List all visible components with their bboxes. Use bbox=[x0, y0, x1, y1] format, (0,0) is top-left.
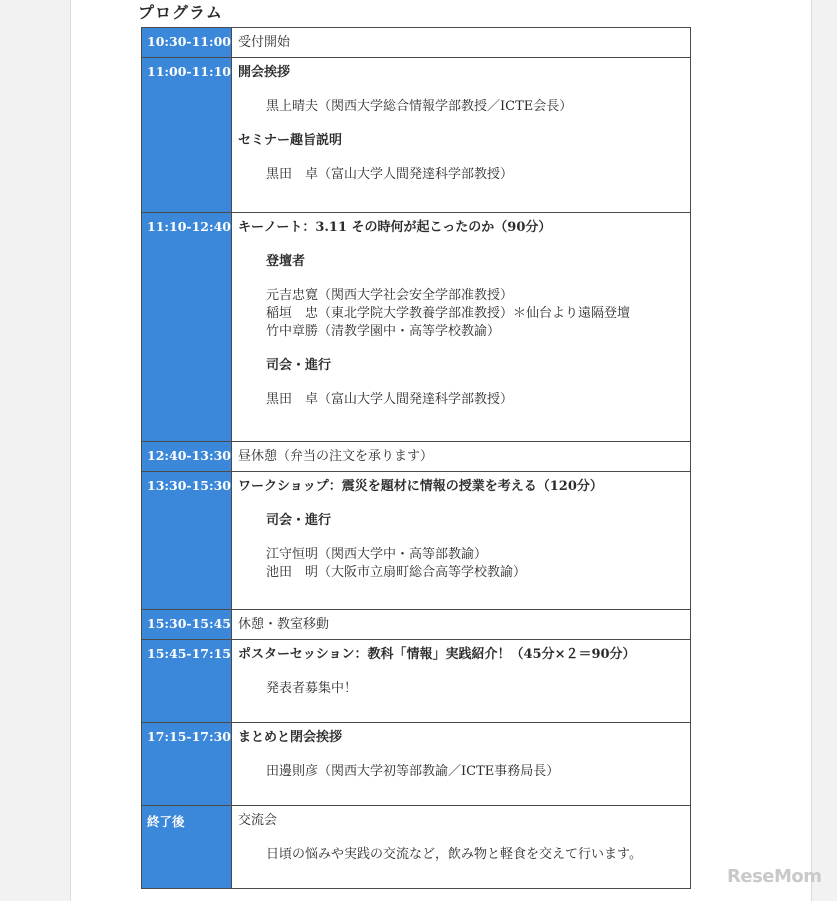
time-cell: 17:15-17:30 bbox=[142, 723, 232, 806]
content-cell bbox=[232, 58, 691, 213]
content-cell bbox=[232, 213, 691, 442]
program-table bbox=[141, 27, 691, 889]
person-text: 池田 明（大阪市立扇町総合高等学校教諭） bbox=[266, 565, 527, 580]
time-cell: 15:30-15:45 bbox=[142, 610, 232, 640]
sub-heading: 司会・進行 bbox=[266, 513, 332, 528]
document-page bbox=[70, 0, 812, 901]
time-cell: 11:10-12:40 bbox=[142, 213, 232, 442]
resemom-logo: ReseMom bbox=[727, 866, 822, 887]
content-cell bbox=[232, 806, 691, 889]
person-text: 黒田 卓（富山大学人間発達科学部教授） bbox=[266, 392, 514, 407]
content-cell bbox=[232, 442, 691, 472]
table-row bbox=[142, 723, 691, 806]
item-heading: セミナー趣旨説明 bbox=[238, 133, 343, 148]
note-text: 発表者募集中！ bbox=[266, 681, 358, 696]
content-cell bbox=[232, 610, 691, 640]
table-row bbox=[142, 640, 691, 723]
person-text: 黒上晴夫（関西大学総合情報学部教授／ICTE会長） bbox=[266, 99, 573, 114]
person-text: 元吉忠寛（関西大学社会安全学部准教授） bbox=[266, 288, 514, 303]
item-text: 休憩・教室移動 bbox=[238, 617, 330, 632]
item-text: 昼休憩（弁当の注文を承ります） bbox=[238, 449, 434, 464]
time-cell: 13:30-15:30 bbox=[142, 472, 232, 610]
time-cell: 終了後 bbox=[142, 806, 232, 889]
sub-heading: 司会・進行 bbox=[266, 358, 332, 373]
table-row bbox=[142, 806, 691, 889]
person-text: 黒田 卓（富山大学人間発達科学部教授） bbox=[266, 167, 514, 182]
table-row bbox=[142, 28, 691, 58]
page-title: プログラム bbox=[138, 3, 223, 22]
table-row bbox=[142, 58, 691, 213]
table-row bbox=[142, 472, 691, 610]
time-cell: 12:40-13:30 bbox=[142, 442, 232, 472]
item-heading: ポスターセッション：教科「情報」実践紹介！（45分×２＝90分） bbox=[238, 647, 636, 662]
content-cell bbox=[232, 640, 691, 723]
sub-heading: 登壇者 bbox=[266, 254, 306, 269]
item-heading: キーノート：3.11 その時何が起こったのか（90分） bbox=[238, 220, 552, 235]
time-cell: 15:45-17:15 bbox=[142, 640, 232, 723]
item-heading: ワークショップ：震災を題材に情報の授業を考える（120分） bbox=[238, 479, 603, 494]
table-row bbox=[142, 442, 691, 472]
content-cell bbox=[232, 723, 691, 806]
time-cell: 10:30-11:00 bbox=[142, 28, 232, 58]
item-heading: 開会挨拶 bbox=[238, 65, 291, 80]
table-row bbox=[142, 213, 691, 442]
content-cell bbox=[232, 472, 691, 610]
note-text: 日頃の悩みや実践の交流など，飲み物と軽食を交えて行います。 bbox=[266, 847, 642, 862]
person-text: 田邊則彦（関西大学初等部教諭／ICTE事務局長） bbox=[266, 764, 560, 779]
person-text: 稲垣 忠（東北学院大学教養学部准教授）＊仙台より遠隔登壇 bbox=[266, 306, 631, 321]
person-text: 竹中章勝（清教学園中・高等学校教諭） bbox=[266, 324, 501, 339]
item-text: 交流会 bbox=[238, 813, 278, 828]
content-cell bbox=[232, 28, 691, 58]
item-text: 受付開始 bbox=[238, 35, 291, 50]
person-text: 江守恒明（関西大学中・高等部教諭） bbox=[266, 547, 488, 562]
table-row bbox=[142, 610, 691, 640]
time-cell: 11:00-11:10 bbox=[142, 58, 232, 213]
item-heading: まとめと閉会挨拶 bbox=[238, 730, 343, 745]
